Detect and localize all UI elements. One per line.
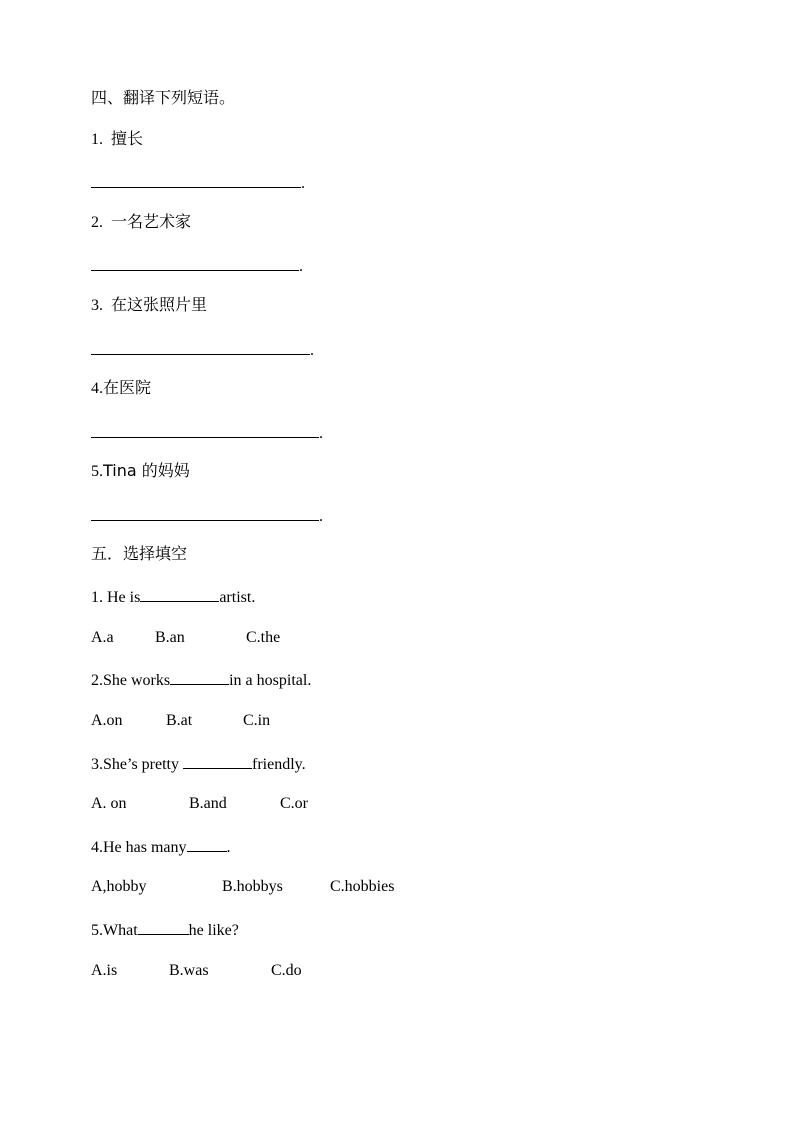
question-4 [91,836,231,858]
answer-blank[interactable] [91,172,301,188]
item-number: 3. [91,297,103,314]
question-2 [91,669,311,691]
option-c[interactable]: C.the [246,629,281,646]
fill-blank[interactable] [187,836,227,852]
options-4 [91,877,394,897]
option-c[interactable]: C.in [243,712,271,729]
item-phrase: 在医院 [103,378,152,397]
option-c[interactable]: C.do [271,962,302,979]
question-text-before: 1. He is [91,589,141,606]
option-b[interactable]: B.hobbys [222,878,283,895]
item-phrase: Tina 的妈妈 [103,461,190,480]
options-5 [91,961,302,981]
option-c[interactable]: C.or [280,795,308,812]
answer-blank[interactable] [91,422,319,438]
option-b[interactable]: B.was [169,962,209,979]
answer-blank[interactable] [91,255,299,271]
translate-item-1 [91,129,143,150]
options-1 [91,628,280,648]
item-number: 5. [91,463,103,480]
option-b[interactable]: B.at [166,712,193,729]
answer-blank[interactable] [91,505,319,521]
option-b[interactable]: B.and [189,795,227,812]
question-text-before: 5.What [91,922,138,939]
question-text-before: 2.She works [91,672,171,689]
question-text-before: 3.She’s pretty [91,756,183,773]
answer-blank[interactable] [91,339,310,355]
fill-blank[interactable] [170,669,229,685]
item-phrase: 一名艺术家 [111,212,192,231]
option-b[interactable]: B.an [155,629,185,646]
answer-line-4[interactable] [91,422,323,444]
question-text-after: he like? [188,922,239,939]
option-a[interactable]: A.is [91,962,118,979]
answer-end: . [319,425,323,442]
answer-line-2[interactable]: . [91,255,299,277]
question-text-after: artist. [219,589,256,606]
answer-end: . [301,175,305,192]
fill-blank[interactable] [138,919,189,935]
question-3 [91,753,306,775]
option-a[interactable]: A.on [91,712,123,729]
fill-blank[interactable] [183,753,252,769]
answer-line-1[interactable] [91,172,305,194]
option-a[interactable]: A,hobby [91,878,147,895]
question-1 [91,586,255,608]
answer-line-3[interactable] [91,339,314,361]
answer-line-5[interactable] [91,505,323,527]
options-2 [91,711,270,731]
item-number: 4. [91,380,103,397]
item-number: 2. [91,214,103,231]
fill-blank[interactable] [140,586,219,602]
translate-item-3 [91,295,207,316]
option-c[interactable]: C.hobbies [330,878,395,895]
question-text-after: in a hospital. [229,672,312,689]
item-phrase: 在这张照片里 [111,295,208,314]
question-text-after: . [226,839,231,856]
question-text-before: 4.He has many [91,839,187,856]
answer-end: . [310,342,314,359]
question-5 [91,919,239,941]
section-5-title: 五．选择填空 [91,544,188,563]
section-4-title: 四、翻译下列短语。 [91,88,236,107]
translate-item-5 [91,461,190,482]
translate-item-4 [91,378,151,399]
option-a[interactable]: A. on [91,795,127,812]
item-phrase: 擅长 [111,129,144,148]
options-3 [91,794,308,814]
answer-end: . [319,508,323,525]
question-text-after: friendly. [252,756,306,773]
item-number: 1. [91,131,103,148]
option-a[interactable]: A.a [91,629,114,646]
translate-item-2 [91,212,191,233]
